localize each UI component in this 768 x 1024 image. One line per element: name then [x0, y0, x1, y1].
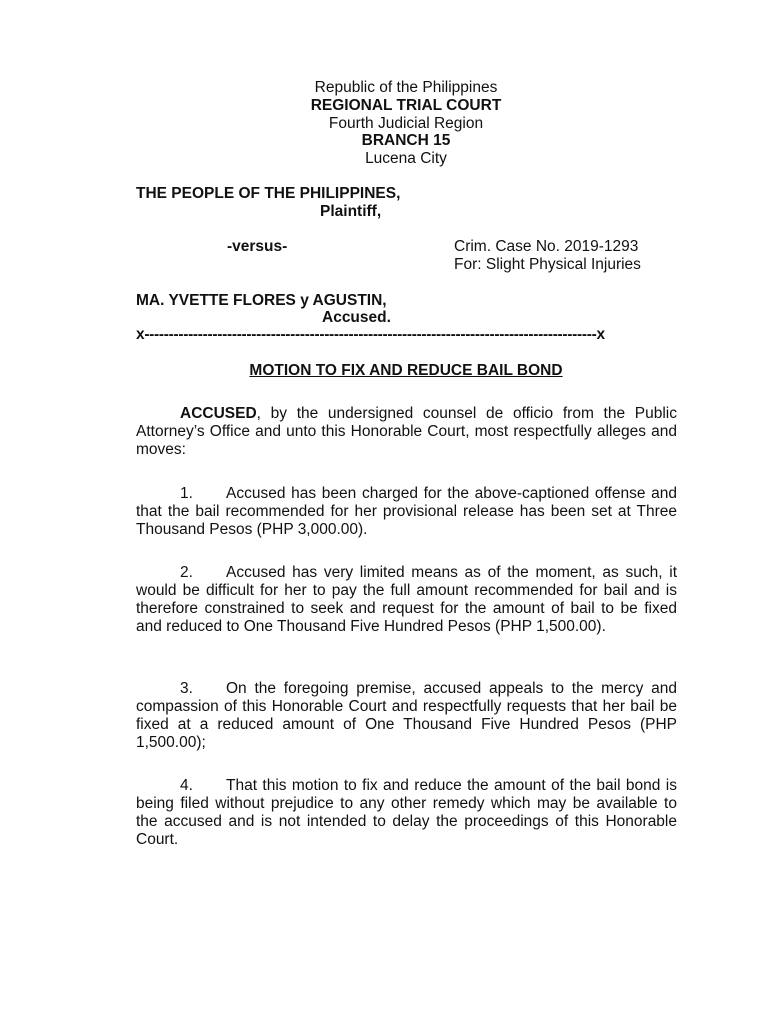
versus-label: -versus- [227, 238, 288, 255]
plaintiff-role: Plaintiff, [320, 203, 382, 220]
header-republic: Republic of the Philippines [314, 79, 498, 96]
paragraph-number: 2. [180, 564, 193, 581]
paragraph-number: 3. [180, 680, 193, 697]
intro-paragraph [136, 405, 677, 459]
caption-divider: x---------------------------------------------------------------------------------------------x [136, 326, 605, 343]
paragraph-2 [136, 564, 677, 636]
accused-name: MA. YVETTE FLORES y AGUSTIN, [136, 292, 387, 309]
header-court: REGIONAL TRIAL COURT [310, 97, 502, 114]
paragraph-1 [136, 485, 677, 539]
case-number: Crim. Case No. 2019-1293 [454, 238, 639, 255]
paragraph-3 [136, 680, 677, 752]
plaintiff-name: THE PEOPLE OF THE PHILIPPINES, [136, 185, 401, 202]
paragraph-text: That this motion to fix and reduce the amount of the bail bond is being filed without prejudice to any other remedy which may be available to the accused and is not intended to delay the proceedings of this Honorable Court. [136, 777, 677, 848]
paragraph-text: Accused has very limited means as of the moment, as such, it would be difficult for her to pay the full amount recommended for bail and is therefore constrained to seek and request for the amount of bail to be fixed and reduced to One Thousand Five Hundred Pesos (PHP 1,500.00). [136, 564, 677, 635]
paragraph-text: Accused has been charged for the above-captioned offense and that the bail recommended for her provisional release has been set at Three Thousand Pesos (PHP 3,000.00). [136, 485, 677, 538]
paragraph-text: On the foregoing premise, accused appeals to the mercy and compassion of this Honorable Court and respectfully requests that her bail be fixed at a reduced amount of One Thousand Five Hundred Pesos (PHP 1,500.00); [136, 680, 677, 751]
header-region: Fourth Judicial Region [328, 115, 484, 132]
case-offense: For: Slight Physical Injuries [454, 256, 641, 273]
paragraph-number: 1. [180, 485, 193, 502]
paragraph-number: 4. [180, 777, 193, 794]
header-city: Lucena City [365, 150, 447, 167]
intro-text: , by the undersigned counsel de officio from the Public Attorney’s Office and unto this Honorable Court, most respectfully alleges and moves: [136, 405, 677, 458]
intro-lead: ACCUSED [180, 405, 257, 422]
accused-role: Accused. [322, 309, 391, 326]
header-branch: BRANCH 15 [361, 132, 451, 149]
paragraph-4 [136, 777, 677, 849]
motion-title: MOTION TO FIX AND REDUCE BAIL BOND [249, 362, 563, 379]
